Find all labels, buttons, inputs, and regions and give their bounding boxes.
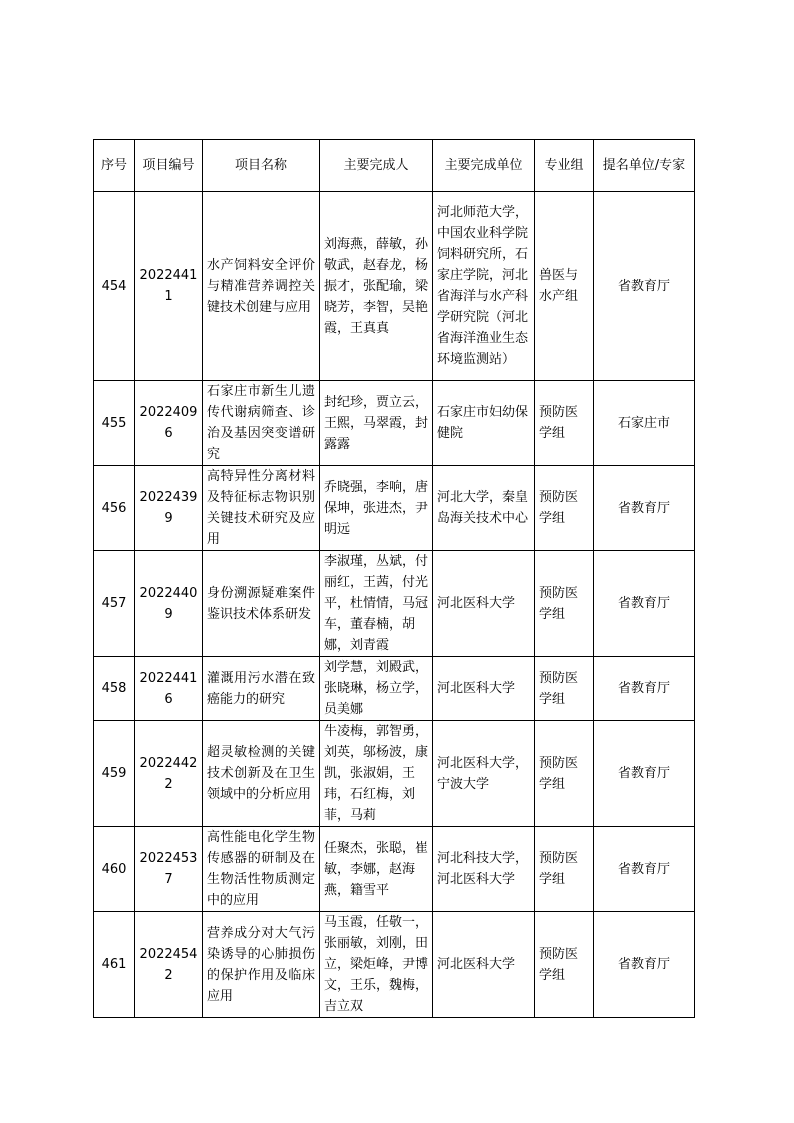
cell-name: 身份溯源疑难案件鉴识技术体系研发 <box>203 551 320 657</box>
header-people: 主要完成人 <box>320 140 433 192</box>
header-group: 专业组 <box>535 140 594 192</box>
table-row <box>94 912 695 1018</box>
cell-name: 超灵敏检测的关键技术创新及在卫生领域中的分析应用 <box>203 721 320 827</box>
cell-seq: 459 <box>94 721 135 827</box>
table-row <box>94 827 695 912</box>
cell-code: 20224422 <box>135 721 203 827</box>
cell-code: 20224409 <box>135 551 203 657</box>
cell-nominator: 省教育厅 <box>594 912 695 1018</box>
cell-group: 预防医学组 <box>535 551 594 657</box>
cell-name: 灌溉用污水潜在致癌能力的研究 <box>203 657 320 721</box>
cell-people: 乔晓强，李响，唐保坤，张进杰，尹明远 <box>320 466 433 551</box>
cell-code: 20224537 <box>135 827 203 912</box>
table-row <box>94 466 695 551</box>
cell-nominator: 省教育厅 <box>594 721 695 827</box>
cell-group: 预防医学组 <box>535 657 594 721</box>
cell-group: 兽医与水产组 <box>535 192 594 381</box>
table-row <box>94 657 695 721</box>
cell-nominator: 省教育厅 <box>594 192 695 381</box>
cell-people: 刘海燕，薛敏，孙敬武，赵春龙，杨振才，张配瑜，梁晓芳，李智，吴艳霞，王真真 <box>320 192 433 381</box>
cell-code: 20224542 <box>135 912 203 1018</box>
cell-units: 河北师范大学，中国农业科学院饲料研究所，石家庄学院，河北省海洋与水产科学研究院（河北省海洋渔业生态环境监测站） <box>433 192 535 381</box>
cell-code: 20224096 <box>135 381 203 466</box>
cell-units: 河北大学，秦皇岛海关技术中心 <box>433 466 535 551</box>
cell-seq: 457 <box>94 551 135 657</box>
cell-people: 李淑瑾，丛斌，付丽红，王茜，付光平，杜情情，马冠车，董春楠，胡娜，刘青霞 <box>320 551 433 657</box>
cell-seq: 454 <box>94 192 135 381</box>
cell-units: 河北医科大学 <box>433 912 535 1018</box>
table-row <box>94 381 695 466</box>
cell-group: 预防医学组 <box>535 466 594 551</box>
cell-name: 高性能电化学生物传感器的研制及在生物活性物质测定中的应用 <box>203 827 320 912</box>
cell-name: 石家庄市新生儿遗传代谢病筛查、诊治及基因突变谱研究 <box>203 381 320 466</box>
cell-seq: 456 <box>94 466 135 551</box>
table-row <box>94 192 695 381</box>
cell-group: 预防医学组 <box>535 721 594 827</box>
cell-seq: 455 <box>94 381 135 466</box>
header-seq: 序号 <box>94 140 135 192</box>
table-row <box>94 551 695 657</box>
cell-nominator: 省教育厅 <box>594 657 695 721</box>
cell-name: 高特异性分离材料及特征标志物识别关键技术研究及应用 <box>203 466 320 551</box>
cell-people: 牛凌梅，郭智勇，刘英，邬杨波，康凯，张淑娟，王玮，石红梅，刘菲，马莉 <box>320 721 433 827</box>
header-code: 项目编号 <box>135 140 203 192</box>
cell-units: 河北科技大学，河北医科大学 <box>433 827 535 912</box>
cell-people: 封纪珍，贾立云，王熙，马翠霞，封露露 <box>320 381 433 466</box>
cell-nominator: 石家庄市 <box>594 381 695 466</box>
cell-seq: 460 <box>94 827 135 912</box>
cell-units: 河北医科大学，宁波大学 <box>433 721 535 827</box>
cell-code: 20224399 <box>135 466 203 551</box>
cell-seq: 461 <box>94 912 135 1018</box>
cell-people: 刘学慧，刘殿武，张晓琳，杨立学，员美娜 <box>320 657 433 721</box>
cell-nominator: 省教育厅 <box>594 827 695 912</box>
cell-group: 预防医学组 <box>535 381 594 466</box>
cell-group: 预防医学组 <box>535 912 594 1018</box>
cell-code: 20224411 <box>135 192 203 381</box>
cell-name: 水产饲料安全评价与精准营养调控关键技术创建与应用 <box>203 192 320 381</box>
cell-units: 河北医科大学 <box>433 657 535 721</box>
cell-people: 马玉霞，任敬一，张丽敏，刘刚，田立，梁炬峰，尹博文，王乐，魏梅，吉立双 <box>320 912 433 1018</box>
cell-units: 河北医科大学 <box>433 551 535 657</box>
award-table <box>93 139 695 1018</box>
cell-nominator: 省教育厅 <box>594 551 695 657</box>
cell-units: 石家庄市妇幼保健院 <box>433 381 535 466</box>
cell-nominator: 省教育厅 <box>594 466 695 551</box>
header-nominator: 提名单位/专家 <box>594 140 695 192</box>
cell-name: 营养成分对大气污染诱导的心肺损伤的保护作用及临床应用 <box>203 912 320 1018</box>
header-name: 项目名称 <box>203 140 320 192</box>
cell-group: 预防医学组 <box>535 827 594 912</box>
cell-seq: 458 <box>94 657 135 721</box>
table-row <box>94 721 695 827</box>
cell-code: 20224416 <box>135 657 203 721</box>
header-units: 主要完成单位 <box>433 140 535 192</box>
cell-people: 任聚杰，张聪，崔敏，李娜，赵海燕，籍雪平 <box>320 827 433 912</box>
header-row <box>94 140 695 192</box>
